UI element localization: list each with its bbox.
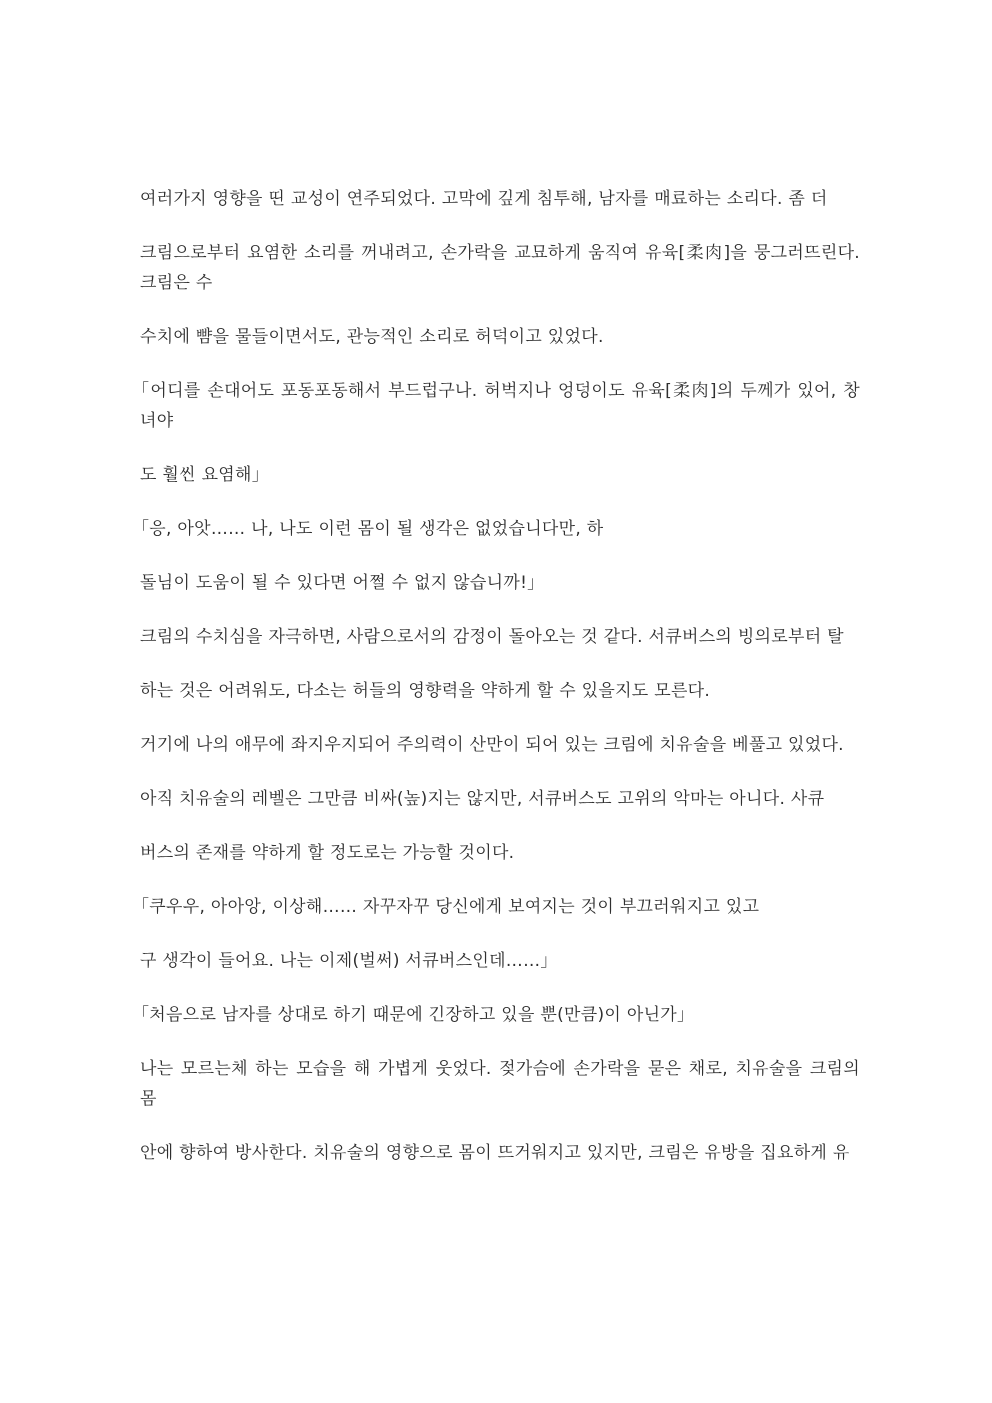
paragraph: 안에 향하여 방사한다. 치유술의 영향으로 몸이 뜨거워지고 있지만, 크림은 유방을 집요하게 유 <box>140 1143 850 1163</box>
paragraph: 구 생각이 들어요. 나는 이제(벌써) 서큐버스인데……」 <box>140 951 558 971</box>
paragraph-dialogue: 「쿠우우, 아아앙, 이상해…… 자꾸자꾸 당신에게 보여지는 것이 부끄러워지고 있고 <box>132 897 760 917</box>
paragraph-dialogue: 「어디를 손대어도 포동포동해서 부드럽구나. 허벅지나 엉덩이도 유육[柔肉]의 두께가 있어, 창녀야 <box>132 381 860 431</box>
paragraph: 나는 모르는체 하는 모습을 해 가볍게 웃었다. 젖가슴에 손가락을 묻은 채로, 치유술을 크림의 몸 <box>140 1059 860 1109</box>
paragraph: 거기에 나의 애무에 좌지우지되어 주의력이 산만이 되어 있는 크림에 치유술을 베풀고 있었다. <box>140 735 844 755</box>
paragraph: 크림의 수치심을 자극하면, 사람으로서의 감정이 돌아오는 것 같다. 서큐버스의 빙의로부터 탈 <box>140 627 844 647</box>
paragraph-dialogue: 「처음으로 남자를 상대로 하기 때문에 긴장하고 있을 뿐(만큼)이 아닌가」 <box>132 1005 695 1025</box>
paragraph: 수치에 뺨을 물들이면서도, 관능적인 소리로 허덕이고 있었다. <box>140 327 604 347</box>
paragraph: 여러가지 영향을 띤 교성이 연주되었다. 고막에 깊게 침투해, 남자를 매료하는 소리다. 좀 더 <box>140 189 828 209</box>
paragraph: 크림으로부터 요염한 소리를 꺼내려고, 손가락을 교묘하게 움직여 유육[柔肉]을 뭉그러뜨린다. 크림은 수 <box>140 243 860 293</box>
paragraph-dialogue: 「응, 아앗…… 나, 나도 이런 몸이 될 생각은 없었습니다만, 하 <box>132 519 604 539</box>
paragraph: 하는 것은 어려워도, 다소는 허들의 영향력을 약하게 할 수 있을지도 모른다. <box>140 681 711 701</box>
paragraph: 돌님이 도움이 될 수 있다면 어쩔 수 없지 않습니까!」 <box>140 573 545 593</box>
paragraph: 도 훨씬 요염해」 <box>140 465 270 485</box>
text-content <box>132 184 860 1168</box>
paragraph: 버스의 존재를 약하게 할 정도로는 가능할 것이다. <box>140 843 515 863</box>
paragraph: 아직 치유술의 레벨은 그만큼 비싸(높)지는 않지만, 서큐버스도 고위의 악마는 아니다. 사큐 <box>140 789 825 809</box>
